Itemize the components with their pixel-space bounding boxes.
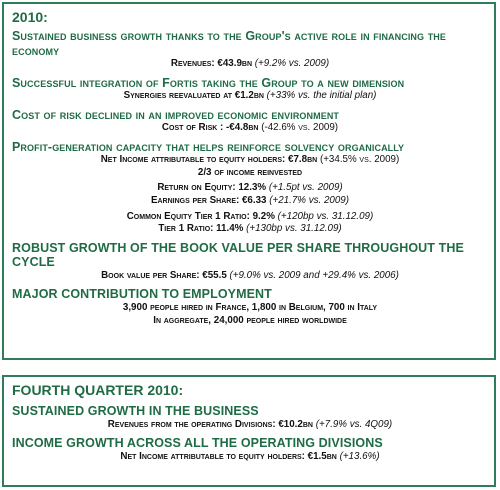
synergies-line: Synergies reevaluated at €1.2bn (+33% vs. the initial plan) — [123, 90, 377, 102]
hiring-worldwide-line: In aggregate, 24,000 people hired worldwide — [153, 314, 347, 326]
box-title-q4: FOURTH QUARTER 2010: — [12, 382, 184, 398]
earnings-per-share-line: Earnings per Share: €6.33 (+21.7% vs. 2009) — [150, 195, 350, 207]
section-profit-generation — [12, 140, 488, 236]
section-heading: Cost of risk declined in an improved economic environment — [12, 107, 340, 122]
section-employment — [12, 287, 488, 327]
q4-revenues-line: Revenues from the operating Divisions: €10.2bn (+7.9% vs. 4Q09) — [107, 418, 393, 430]
fourth-quarter-2010-box — [2, 375, 496, 487]
tier1-ratio-line: Tier 1 Ratio: 11.4% (+130bp vs. 31.12.09) — [158, 223, 342, 235]
section-heading: MAJOR CONTRIBUTION TO EMPLOYMENT — [12, 287, 272, 302]
section-heading: SUSTAINED GROWTH IN THE BUSINESS — [12, 404, 259, 418]
net-income-line: Net Income attributable to equity holders: €7.8bn (+34.5% vs. 2009) — [100, 154, 400, 166]
section-cost-of-risk — [12, 108, 488, 135]
return-on-equity-line: Return on Equity: 12.3% (+1.5pt vs. 2009) — [157, 182, 343, 194]
cet1-ratio-line: Common Equity Tier 1 Ratio: 9.2% (+120bp vs. 31.12.09) — [126, 210, 374, 222]
book-value-line: Book value per Share: €55.5 (+9.0% vs. 2009 and +29.4% vs. 2006) — [101, 269, 399, 281]
section-fortis-integration — [12, 76, 488, 103]
section-heading: Profit-generation capacity that helps reinforce solvency organically — [12, 139, 405, 154]
box-title-2010: 2010: — [12, 9, 48, 25]
section-heading: Successful integration of Fortis taking the Group to a new dimension — [12, 75, 405, 90]
income-reinvested-line: 2/3 of income reinvested — [197, 166, 303, 178]
cost-of-risk-line: Cost of Risk : -€4.8bn (-42.6% vs. 2009) — [161, 122, 339, 134]
section-business-growth — [12, 29, 488, 71]
section-book-value — [12, 241, 488, 283]
hiring-by-country-line: 3,900 people hired in France, 1,800 in Belgium, 700 in Italy — [122, 301, 378, 313]
q4-net-income-line: Net Income attributable to equity holders: €1.5bn (+13.6%) — [120, 450, 380, 462]
section-business-growth-q4 — [12, 404, 488, 431]
annual-2010-summary-box — [2, 2, 496, 360]
section-heading: ROBUST GROWTH OF THE BOOK VALUE PER SHARE THROUGHOUT THE CYCLE — [12, 240, 464, 270]
section-heading: Sustained business growth thanks to the Group's active role in financing the economy — [12, 29, 447, 58]
section-heading: INCOME GROWTH ACROSS ALL THE OPERATING DIVISIONS — [12, 436, 383, 451]
section-income-growth-q4 — [12, 436, 488, 463]
revenues-line: Revenues: €43.9bn (+9.2% vs. 2009) — [170, 58, 330, 69]
